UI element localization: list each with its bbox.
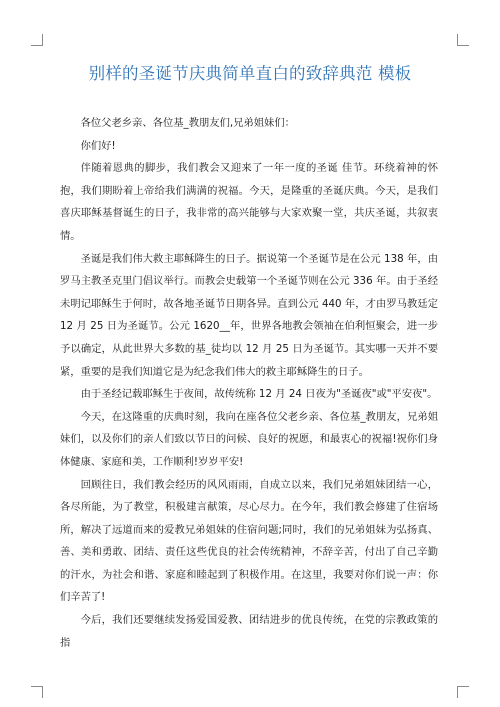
greeting-paragraph: 你们好! [80, 139, 116, 152]
crop-mark-top-right [457, 34, 469, 46]
body-paragraph: 回顾往日，我们教会经历的风风雨雨，自成立以来，我们兄弟姐妹团结一心，各尽所能，为了教堂，积极建言献策，尽心尽力。在今年，我们教会修建了住宿场所，解决了远道而来的爱教兄弟姐妹的住宿问题;同时，我们的兄弟姐妹为弘扬真、善、美和勇敢、团结、责任这些优良的社会传统精神，不辞辛苦，付出了自己辛勤的汗水，为社会和谐、家庭和睦起到了积极作用。在这里，我要对你们说一声：你们辛苦了! [60, 478, 438, 604]
crop-mark-bottom-right [457, 686, 469, 698]
body-paragraph: 今天，在这隆重的庆典时刻，我向在座各位父老乡亲、各位基_教朋友，兄弟姐妹们，以及你们的亲人们致以节日的问候、良好的祝愿，和最衷心的祝福!祝你们身体健康、家庭和美，工作顺利!岁岁平安! [60, 410, 438, 468]
body-paragraph: 圣诞是我们伟大救主耶稣降生的日子。据说第一个圣诞节是在公元 138 年，由罗马主教圣克里门倡议举行。而教会史载第一个圣诞节则在公元 336 年。由于圣经未明记耶稣生于何时，故各地圣诞节日期各异。直到公元 440 年，才由罗马教廷定 12 月 25 日为圣诞节。公元 1620__年，世界各地教会领袖在伯利恒聚会，进一步予以确定，从此世界大多数的基_徒均以 12 月 25 日为圣诞节。其实哪一天并不要紧，重要的是我们知道它是为纪念我们伟大的救主耶稣降生的日子。 [60, 252, 438, 378]
body-paragraph: 伴随着恩典的脚步，我们教会又迎来了一年一度的圣诞 佳节。环绕着神的怀抱，我们期盼着上帝给我们满满的祝福。今天，是隆重的圣诞庆典。今天，是我们喜庆耶稣基督诞生的日子，我非常的高兴能够与大家欢聚一堂，共庆圣诞，共叙衷情。 [60, 162, 438, 242]
document-title: 别样的圣诞节庆典简单直白的致辞典范 模板 [88, 64, 412, 83]
salutation-paragraph: 各位父老乡亲、各位基_教朋友们,兄弟姐妹们： [80, 117, 295, 129]
body-paragraph: 今后，我们还要继续发扬爱国爱教、团结进步的优良传统，在党的宗教政策的指 [60, 614, 438, 649]
crop-mark-top-left [31, 34, 43, 46]
body-paragraph: 由于圣经记载耶稣生于夜间，故传统称 12 月 24 日夜为"圣诞夜"或"平安夜"。 [80, 388, 438, 401]
document-body [60, 112, 438, 654]
crop-mark-bottom-left [31, 686, 43, 698]
